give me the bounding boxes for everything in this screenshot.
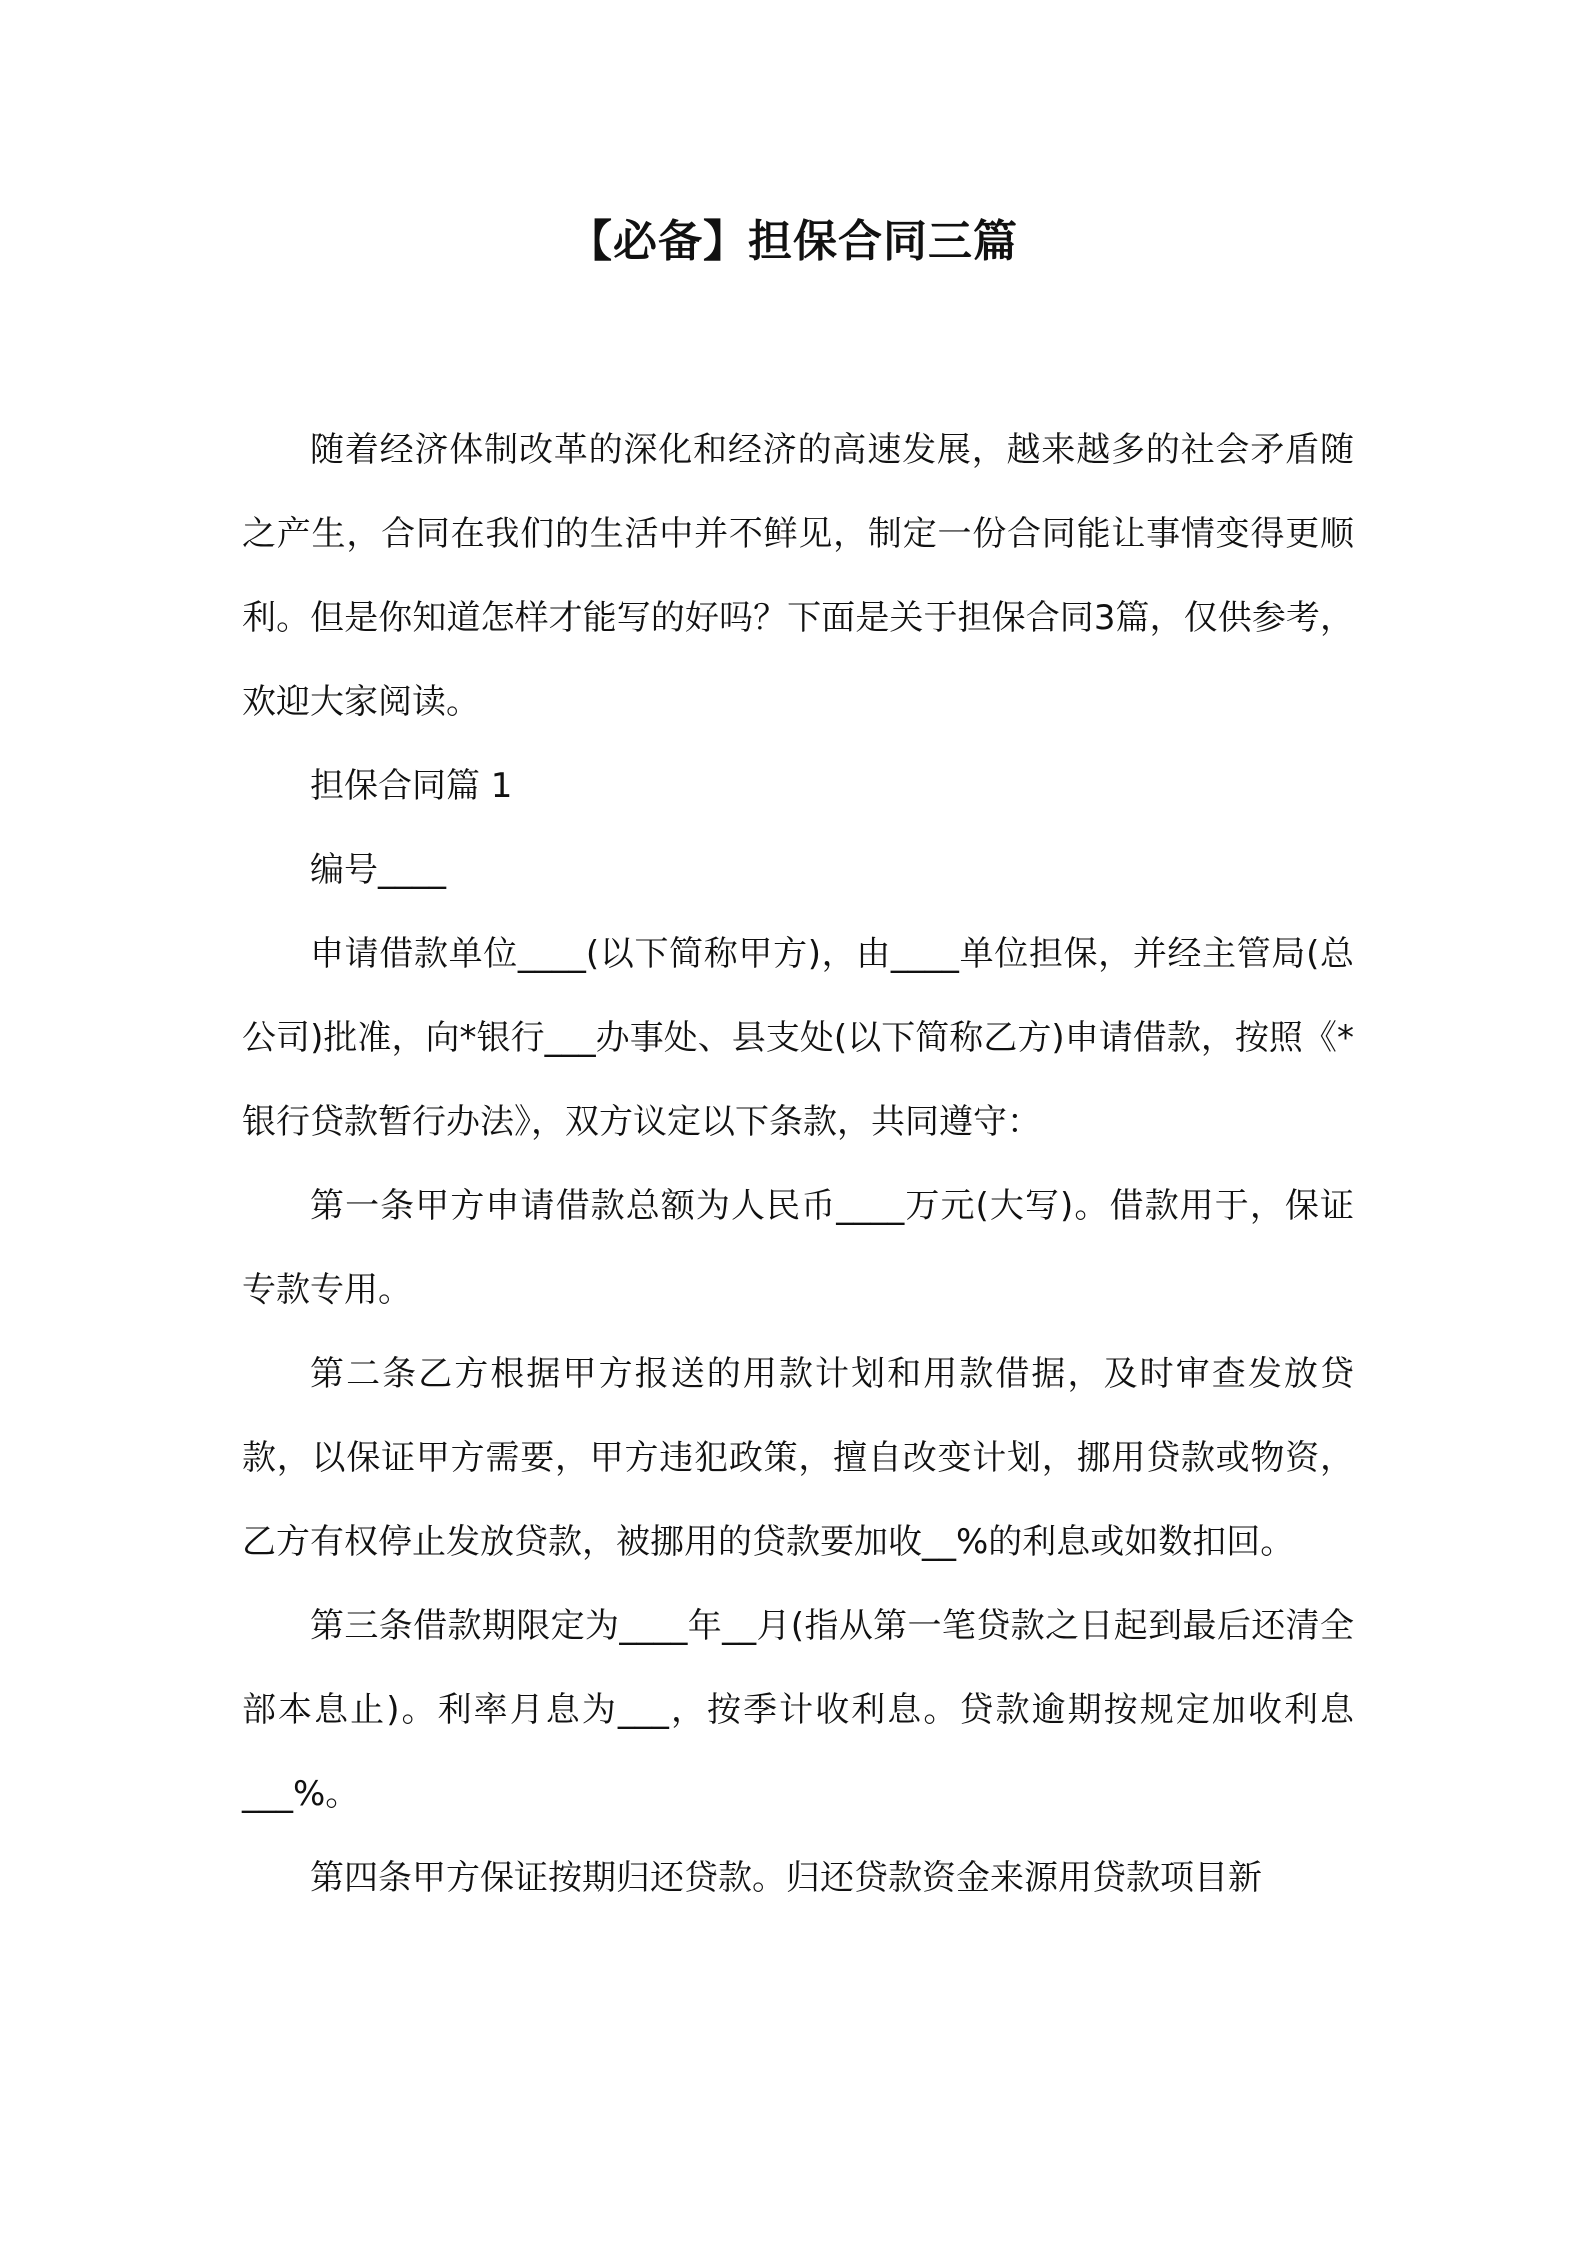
document-body: [242, 408, 1354, 1920]
section-heading: 担保合同篇 1: [310, 766, 513, 806]
contract-number: 编号____: [310, 850, 446, 890]
intro-paragraph: 随着经济体制改革的深化和经济的高速发展，越来越多的社会矛盾随之产生，合同在我们的生活中并不鲜见，制定一份合同能让事情变得更顺利。但是你知道怎样才能写的好吗？下面是关于担保合同3篇，仅供参考，欢迎大家阅读。: [242, 430, 1354, 722]
contract-preamble: 申请借款单位____(以下简称甲方)，由____单位担保，并经主管局(总公司)批准，向*银行___办事处、县支处(以下简称乙方)申请借款，按照《*银行贷款暂行办法》，双方议定以下条款，共同遵守：: [242, 934, 1354, 1142]
article-2: 第二条乙方根据甲方报送的用款计划和用款借据，及时审查发放贷款，以保证甲方需要，甲方违犯政策，擅自改变计划，挪用贷款或物资，乙方有权停止发放贷款，被挪用的贷款要加收__%的利息或如数扣回。: [242, 1354, 1354, 1562]
article-4: 第四条甲方保证按期归还贷款。归还贷款资金来源用贷款项目新: [310, 1858, 1262, 1898]
document-title: 【必备】担保合同三篇: [568, 216, 1018, 267]
article-1: 第一条甲方申请借款总额为人民币____万元(大写)。借款用于，保证专款专用。: [242, 1186, 1354, 1310]
article-3: 第三条借款期限定为____年__月(指从第一笔贷款之日起到最后还清全部本息止)。利率月息为___，按季计收利息。贷款逾期按规定加收利息___%。: [242, 1606, 1354, 1814]
